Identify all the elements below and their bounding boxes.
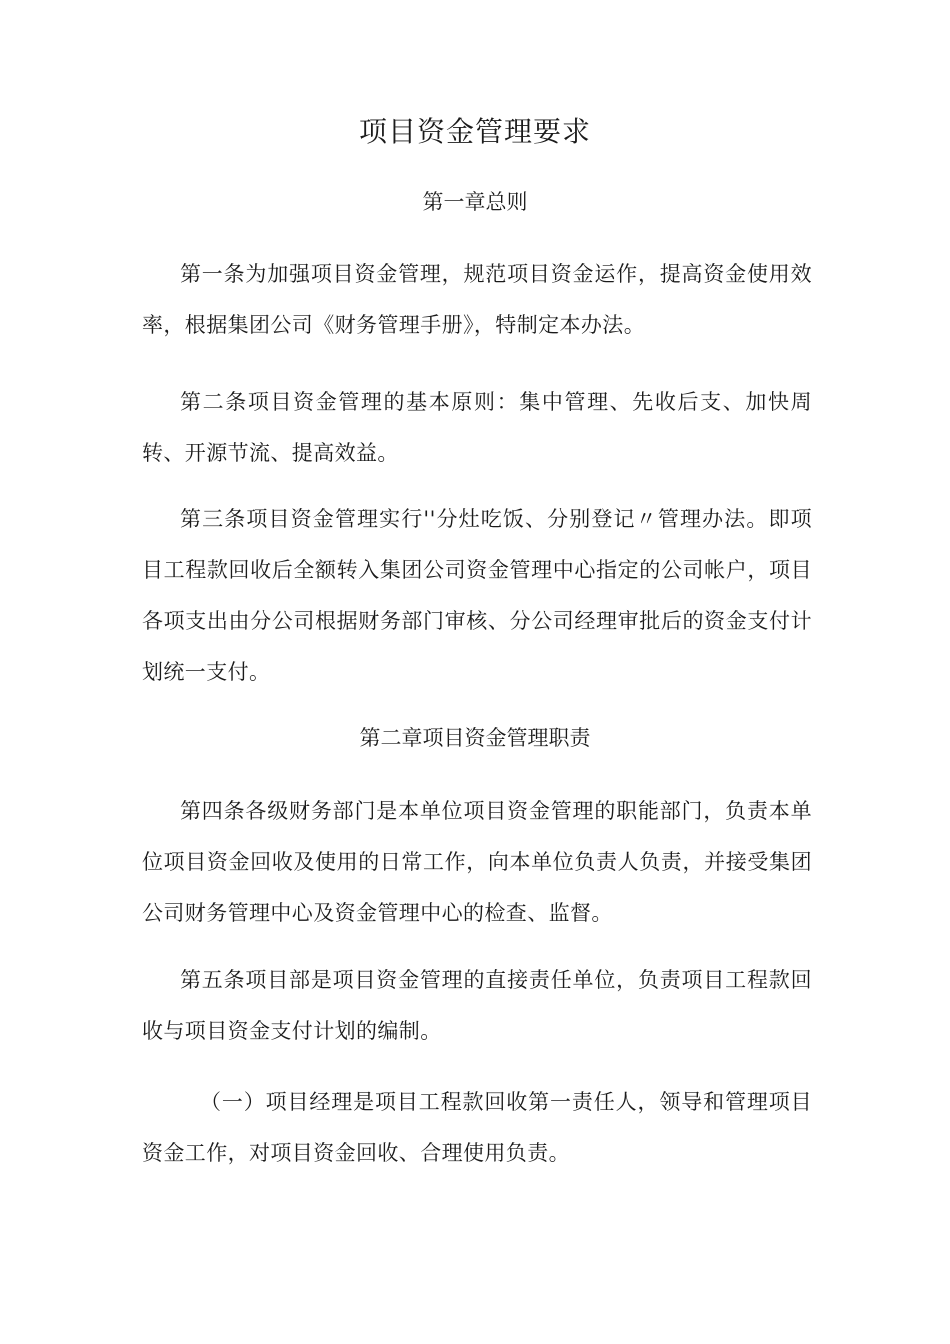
article-3: 第三条项目资金管理实行''分灶吃饭、分别登记〃管理办法。即项目工程款回收后全额转入集团公司资金管理中心指定的公司帐户，项目各项支出由分公司根据财务部门审核、分公司经理审批后的资金支付计划统一支付。	[142, 507, 812, 684]
document-title: 项目资金管理要求	[358, 115, 591, 148]
article-5-item-1: （一）项目经理是项目工程款回收第一责任人，领导和管理项目资金工作，对项目资金回收、合理使用负责。	[142, 1090, 812, 1165]
chapter-heading-2: 第二章项目资金管理职责	[359, 726, 591, 750]
article-2: 第二条项目资金管理的基本原则：集中管理、先收后支、加快周转、开源节流、提高效益。	[142, 390, 812, 465]
article-4: 第四条各级财务部门是本单位项目资金管理的职能部门，负责本单位项目资金回收及使用的日常工作，向本单位负责人负责，并接受集团公司财务管理中心及资金管理中心的检查、监督。	[142, 799, 812, 925]
article-1: 第一条为加强项目资金管理，规范项目资金运作，提高资金使用效率，根据集团公司《财务管理手册》，特制定本办法。	[142, 262, 812, 337]
article-5: 第五条项目部是项目资金管理的直接责任单位，负责项目工程款回收与项目资金支付计划的编制。	[142, 968, 812, 1043]
chapter-heading-1: 第一章总则	[422, 190, 528, 214]
